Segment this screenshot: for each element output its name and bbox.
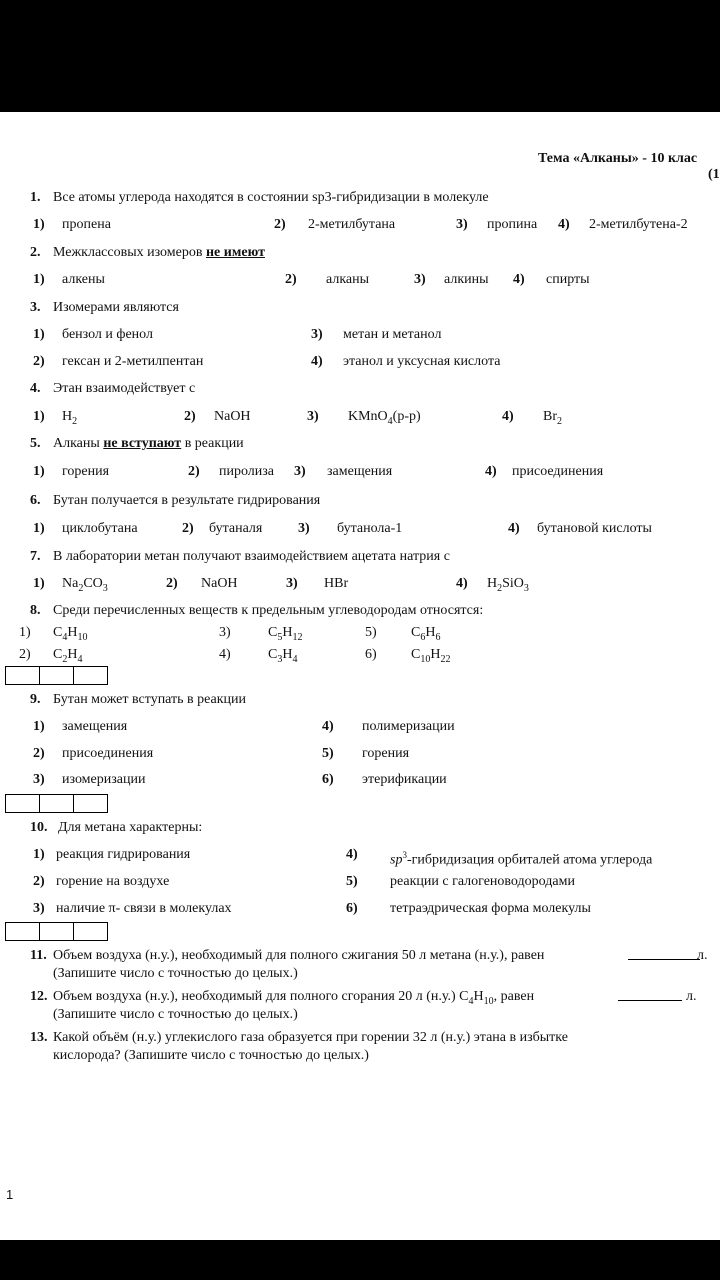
option-text: 2-метилбутана bbox=[308, 217, 396, 232]
option-number: 1) bbox=[33, 217, 45, 232]
option-text: алкины bbox=[444, 272, 489, 287]
option-number: 3) bbox=[298, 521, 310, 536]
question-emphasis: не имеют bbox=[205, 245, 265, 260]
option-number: 4) bbox=[508, 521, 520, 536]
question-text-part: Объем воздуха (н.у.), необходимый для полного сгорания 20 л (н.у.) C bbox=[53, 989, 469, 1004]
answer-boxes[interactable] bbox=[5, 794, 108, 813]
answer-cell[interactable] bbox=[74, 795, 107, 812]
question-text-continued: кислорода? (Запишите число с точностью до целых.) bbox=[53, 1048, 369, 1063]
option-text: реакция гидрирования bbox=[56, 847, 191, 862]
option-text: гексан и 2-метилпентан bbox=[62, 354, 204, 369]
unit-label: л. bbox=[686, 989, 697, 1004]
formula-subscript: 2 bbox=[497, 582, 503, 594]
option-text: NaOH bbox=[201, 576, 238, 591]
option-number: 3) bbox=[311, 327, 323, 342]
option-text: горения bbox=[62, 464, 110, 479]
question-number: 9. bbox=[30, 692, 41, 707]
option-text: спирты bbox=[546, 272, 590, 287]
option-number: 2) bbox=[19, 647, 31, 662]
option-number: 2) bbox=[274, 217, 286, 232]
option-number: 2) bbox=[188, 464, 200, 479]
answer-cell[interactable] bbox=[6, 795, 40, 812]
formula-subscript: 10 bbox=[77, 631, 88, 643]
question-text-part: Межклассовых изомеров bbox=[53, 245, 206, 260]
option-number: 4) bbox=[346, 847, 358, 862]
formula-subscript: 10 bbox=[420, 653, 431, 665]
option-number: 2) bbox=[285, 272, 297, 287]
option-text: метан и метанол bbox=[343, 327, 442, 342]
formula-subscript: 3 bbox=[523, 582, 529, 594]
option-number: 5) bbox=[346, 874, 358, 889]
question-number: 2. bbox=[30, 245, 41, 260]
superscript: 3 bbox=[402, 850, 407, 860]
answer-cell[interactable] bbox=[6, 923, 40, 940]
page-number: 1 bbox=[6, 1187, 14, 1202]
unit-label: л. bbox=[697, 948, 708, 963]
formula-part: Br bbox=[543, 409, 557, 424]
bottom-black-bar bbox=[0, 1240, 720, 1280]
option-text: этерификации bbox=[362, 772, 447, 787]
formula-part: SiO bbox=[502, 576, 524, 591]
answer-cell[interactable] bbox=[6, 667, 40, 684]
answer-boxes[interactable] bbox=[5, 666, 108, 685]
formula-part: C bbox=[53, 647, 63, 662]
option-number: 1) bbox=[33, 521, 45, 536]
formula-subscript: 4 bbox=[62, 631, 68, 643]
formula-part: H bbox=[62, 409, 73, 424]
option-number: 4) bbox=[311, 354, 323, 369]
formula-subscript: 22 bbox=[440, 653, 451, 665]
option-number: 1) bbox=[33, 327, 45, 342]
worksheet-subtitle: (1 bbox=[708, 167, 720, 182]
option-number: 2) bbox=[184, 409, 196, 424]
option-number: 2) bbox=[33, 354, 45, 369]
question-number: 1. bbox=[30, 190, 41, 205]
question-number: 4. bbox=[30, 381, 41, 396]
question-text: Какой объём (н.у.) углекислого газа образуется при горении 32 л (н.у.) этана в избытке bbox=[53, 1030, 568, 1045]
option-number: 1) bbox=[33, 847, 45, 862]
option-text: реакции с галогеноводородами bbox=[390, 874, 575, 889]
formula-subscript: 4 bbox=[387, 415, 393, 427]
option-text: горения bbox=[362, 746, 410, 761]
option-number: 3) bbox=[219, 625, 231, 640]
option-text: бутановой кислоты bbox=[537, 521, 652, 536]
question-text bbox=[53, 244, 265, 262]
formula bbox=[53, 624, 87, 647]
option-number: 5) bbox=[365, 625, 377, 640]
question-number: 7. bbox=[30, 549, 41, 564]
question-number: 8. bbox=[30, 603, 41, 618]
question-text-part: Алканы bbox=[53, 436, 104, 451]
option-text bbox=[390, 846, 652, 870]
question-text-part: , равен bbox=[493, 989, 535, 1004]
option-text: NaOH bbox=[214, 409, 251, 424]
question-number: 13. bbox=[30, 1030, 48, 1045]
option-text: бутанола-1 bbox=[337, 521, 403, 536]
question-text: Бутан может вступать в реакции bbox=[53, 692, 247, 707]
option-number: 2) bbox=[33, 746, 45, 761]
option-number: 6) bbox=[346, 901, 358, 916]
formula-subscript: 2 bbox=[72, 415, 78, 427]
option-text: алкены bbox=[62, 272, 105, 287]
formula-part: (р-р) bbox=[392, 409, 421, 424]
formula-subscript: 2 bbox=[62, 653, 68, 665]
option-text: этанол и уксусная кислота bbox=[343, 354, 501, 369]
formula-subscript: 5 bbox=[277, 631, 283, 643]
formula-part: H bbox=[487, 576, 498, 591]
question-text-part: в реакции bbox=[181, 436, 244, 451]
option-text: тетраэдрическая форма молекулы bbox=[390, 901, 591, 916]
formula-part: H bbox=[67, 625, 78, 640]
question-text bbox=[53, 435, 244, 453]
formula-subscript: 12 bbox=[292, 631, 303, 643]
formula-part: C bbox=[268, 647, 278, 662]
option-text-part: sp bbox=[390, 852, 403, 868]
option-text: замещения bbox=[327, 464, 393, 479]
formula-part: C bbox=[268, 625, 278, 640]
question-text-part: H bbox=[473, 989, 484, 1004]
option-number: 2) bbox=[166, 576, 178, 591]
option-number: 2) bbox=[182, 521, 194, 536]
option-text: полимеризации bbox=[362, 719, 455, 734]
formula-subscript: 4 bbox=[77, 653, 83, 665]
answer-cell[interactable] bbox=[40, 795, 74, 812]
formula-part: Na bbox=[62, 576, 79, 591]
option-number: 1) bbox=[33, 464, 45, 479]
question-number: 10. bbox=[30, 820, 48, 835]
option-text: бутаналя bbox=[209, 521, 263, 536]
option-number: 4) bbox=[219, 647, 231, 662]
option-number: 1) bbox=[33, 409, 45, 424]
option-number: 3) bbox=[33, 772, 45, 787]
formula bbox=[62, 408, 77, 431]
question-number: 3. bbox=[30, 300, 41, 315]
formula-part: H bbox=[282, 647, 293, 662]
question-number: 5. bbox=[30, 436, 41, 451]
option-text: пропена bbox=[62, 217, 111, 232]
option-number: 3) bbox=[307, 409, 319, 424]
answer-cell[interactable] bbox=[40, 923, 74, 940]
option-number: 5) bbox=[322, 746, 334, 761]
formula bbox=[268, 646, 297, 669]
option-text: горение на воздухе bbox=[56, 874, 170, 889]
answer-boxes[interactable] bbox=[5, 922, 108, 941]
formula-part: CO bbox=[83, 576, 103, 591]
question-number: 12. bbox=[30, 989, 48, 1004]
formula-part: H bbox=[425, 625, 436, 640]
answer-blank[interactable] bbox=[628, 947, 700, 966]
option-number: 1) bbox=[33, 576, 45, 591]
top-black-bar bbox=[0, 0, 720, 112]
question-text: В лаборатории метан получают взаимодействием ацетата натрия с bbox=[53, 549, 450, 564]
question-number: 11. bbox=[30, 948, 47, 963]
option-number: 4) bbox=[485, 464, 497, 479]
worksheet-title: Тема «Алканы» - 10 клас bbox=[538, 151, 698, 166]
option-text: пиролиза bbox=[219, 464, 275, 479]
option-text: наличие π- связи в молекулах bbox=[56, 901, 232, 916]
formula-part: H bbox=[430, 647, 441, 662]
question-instruction: (Запишите число с точностью до целых.) bbox=[53, 1007, 298, 1022]
formula bbox=[411, 624, 440, 647]
formula-part: C bbox=[411, 647, 421, 662]
formula-subscript: 3 bbox=[102, 582, 108, 594]
formula bbox=[543, 408, 562, 431]
formula-subscript: 6 bbox=[420, 631, 426, 643]
option-number: 1) bbox=[33, 272, 45, 287]
option-number: 4) bbox=[502, 409, 514, 424]
formula-subscript: 4 bbox=[468, 995, 474, 1007]
formula-part: H bbox=[67, 647, 78, 662]
option-text: 2-метилбутена-2 bbox=[589, 217, 688, 232]
option-number: 4) bbox=[513, 272, 525, 287]
answer-cell[interactable] bbox=[74, 667, 107, 684]
question-text: Объем воздуха (н.у.), необходимый для полного сжигания 50 л метана (н.у.), равен bbox=[53, 948, 545, 963]
question-text: Бутан получается в результате гидрирования bbox=[53, 493, 321, 508]
option-text-part: -гибридизация орбиталей атома углерода bbox=[406, 852, 653, 868]
option-text: замещения bbox=[62, 719, 128, 734]
formula-part: KMnO bbox=[348, 409, 388, 424]
question-instruction: (Запишите число с точностью до целых.) bbox=[53, 966, 298, 981]
option-number: 4) bbox=[322, 719, 334, 734]
formula bbox=[348, 408, 421, 431]
option-number: 3) bbox=[414, 272, 426, 287]
option-text: алканы bbox=[326, 272, 370, 287]
option-number: 6) bbox=[322, 772, 334, 787]
question-text: Среди перечисленных веществ к предельным углеводородам относятся: bbox=[53, 603, 484, 618]
formula bbox=[487, 575, 529, 598]
option-text: HBr bbox=[324, 576, 349, 591]
formula-subscript: 6 bbox=[435, 631, 441, 643]
option-text: пропина bbox=[487, 217, 538, 232]
option-number: 3) bbox=[456, 217, 468, 232]
formula-subscript: 2 bbox=[557, 415, 562, 427]
option-number: 3) bbox=[286, 576, 298, 591]
option-number: 4) bbox=[558, 217, 570, 232]
option-number: 3) bbox=[33, 901, 45, 916]
formula-subscript: 3 bbox=[277, 653, 283, 665]
question-text: Все атомы углерода находятся в состоянии sp3-гибридизации в молекуле bbox=[53, 190, 489, 205]
option-number: 4) bbox=[456, 576, 468, 591]
formula-part: C bbox=[53, 625, 63, 640]
option-number: 1) bbox=[33, 719, 45, 734]
option-number: 6) bbox=[365, 647, 377, 662]
question-text: Этан взаимодействует с bbox=[53, 381, 196, 396]
option-number: 3) bbox=[294, 464, 306, 479]
answer-cell[interactable] bbox=[40, 667, 74, 684]
answer-cell[interactable] bbox=[74, 923, 107, 940]
option-text: присоединения bbox=[512, 464, 604, 479]
formula-subscript: 4 bbox=[292, 653, 298, 665]
question-text: Для метана характерны: bbox=[58, 820, 203, 835]
option-text: изомеризации bbox=[62, 772, 146, 787]
formula-subscript: 2 bbox=[78, 582, 84, 594]
option-text: циклобутана bbox=[62, 521, 138, 536]
question-text: Изомерами являются bbox=[53, 300, 179, 315]
question-number: 6. bbox=[30, 493, 41, 508]
option-number: 1) bbox=[19, 625, 31, 640]
formula-part: C bbox=[411, 625, 421, 640]
option-number: 2) bbox=[33, 874, 45, 889]
option-text: бензол и фенол bbox=[62, 327, 153, 342]
formula bbox=[62, 575, 108, 598]
answer-blank[interactable] bbox=[618, 988, 682, 1007]
formula-part: H bbox=[282, 625, 293, 640]
formula bbox=[411, 646, 450, 669]
formula bbox=[268, 624, 302, 647]
formula-subscript: 10 bbox=[483, 995, 494, 1007]
question-emphasis: не вступают bbox=[103, 436, 182, 451]
option-text: присоединения bbox=[62, 746, 154, 761]
